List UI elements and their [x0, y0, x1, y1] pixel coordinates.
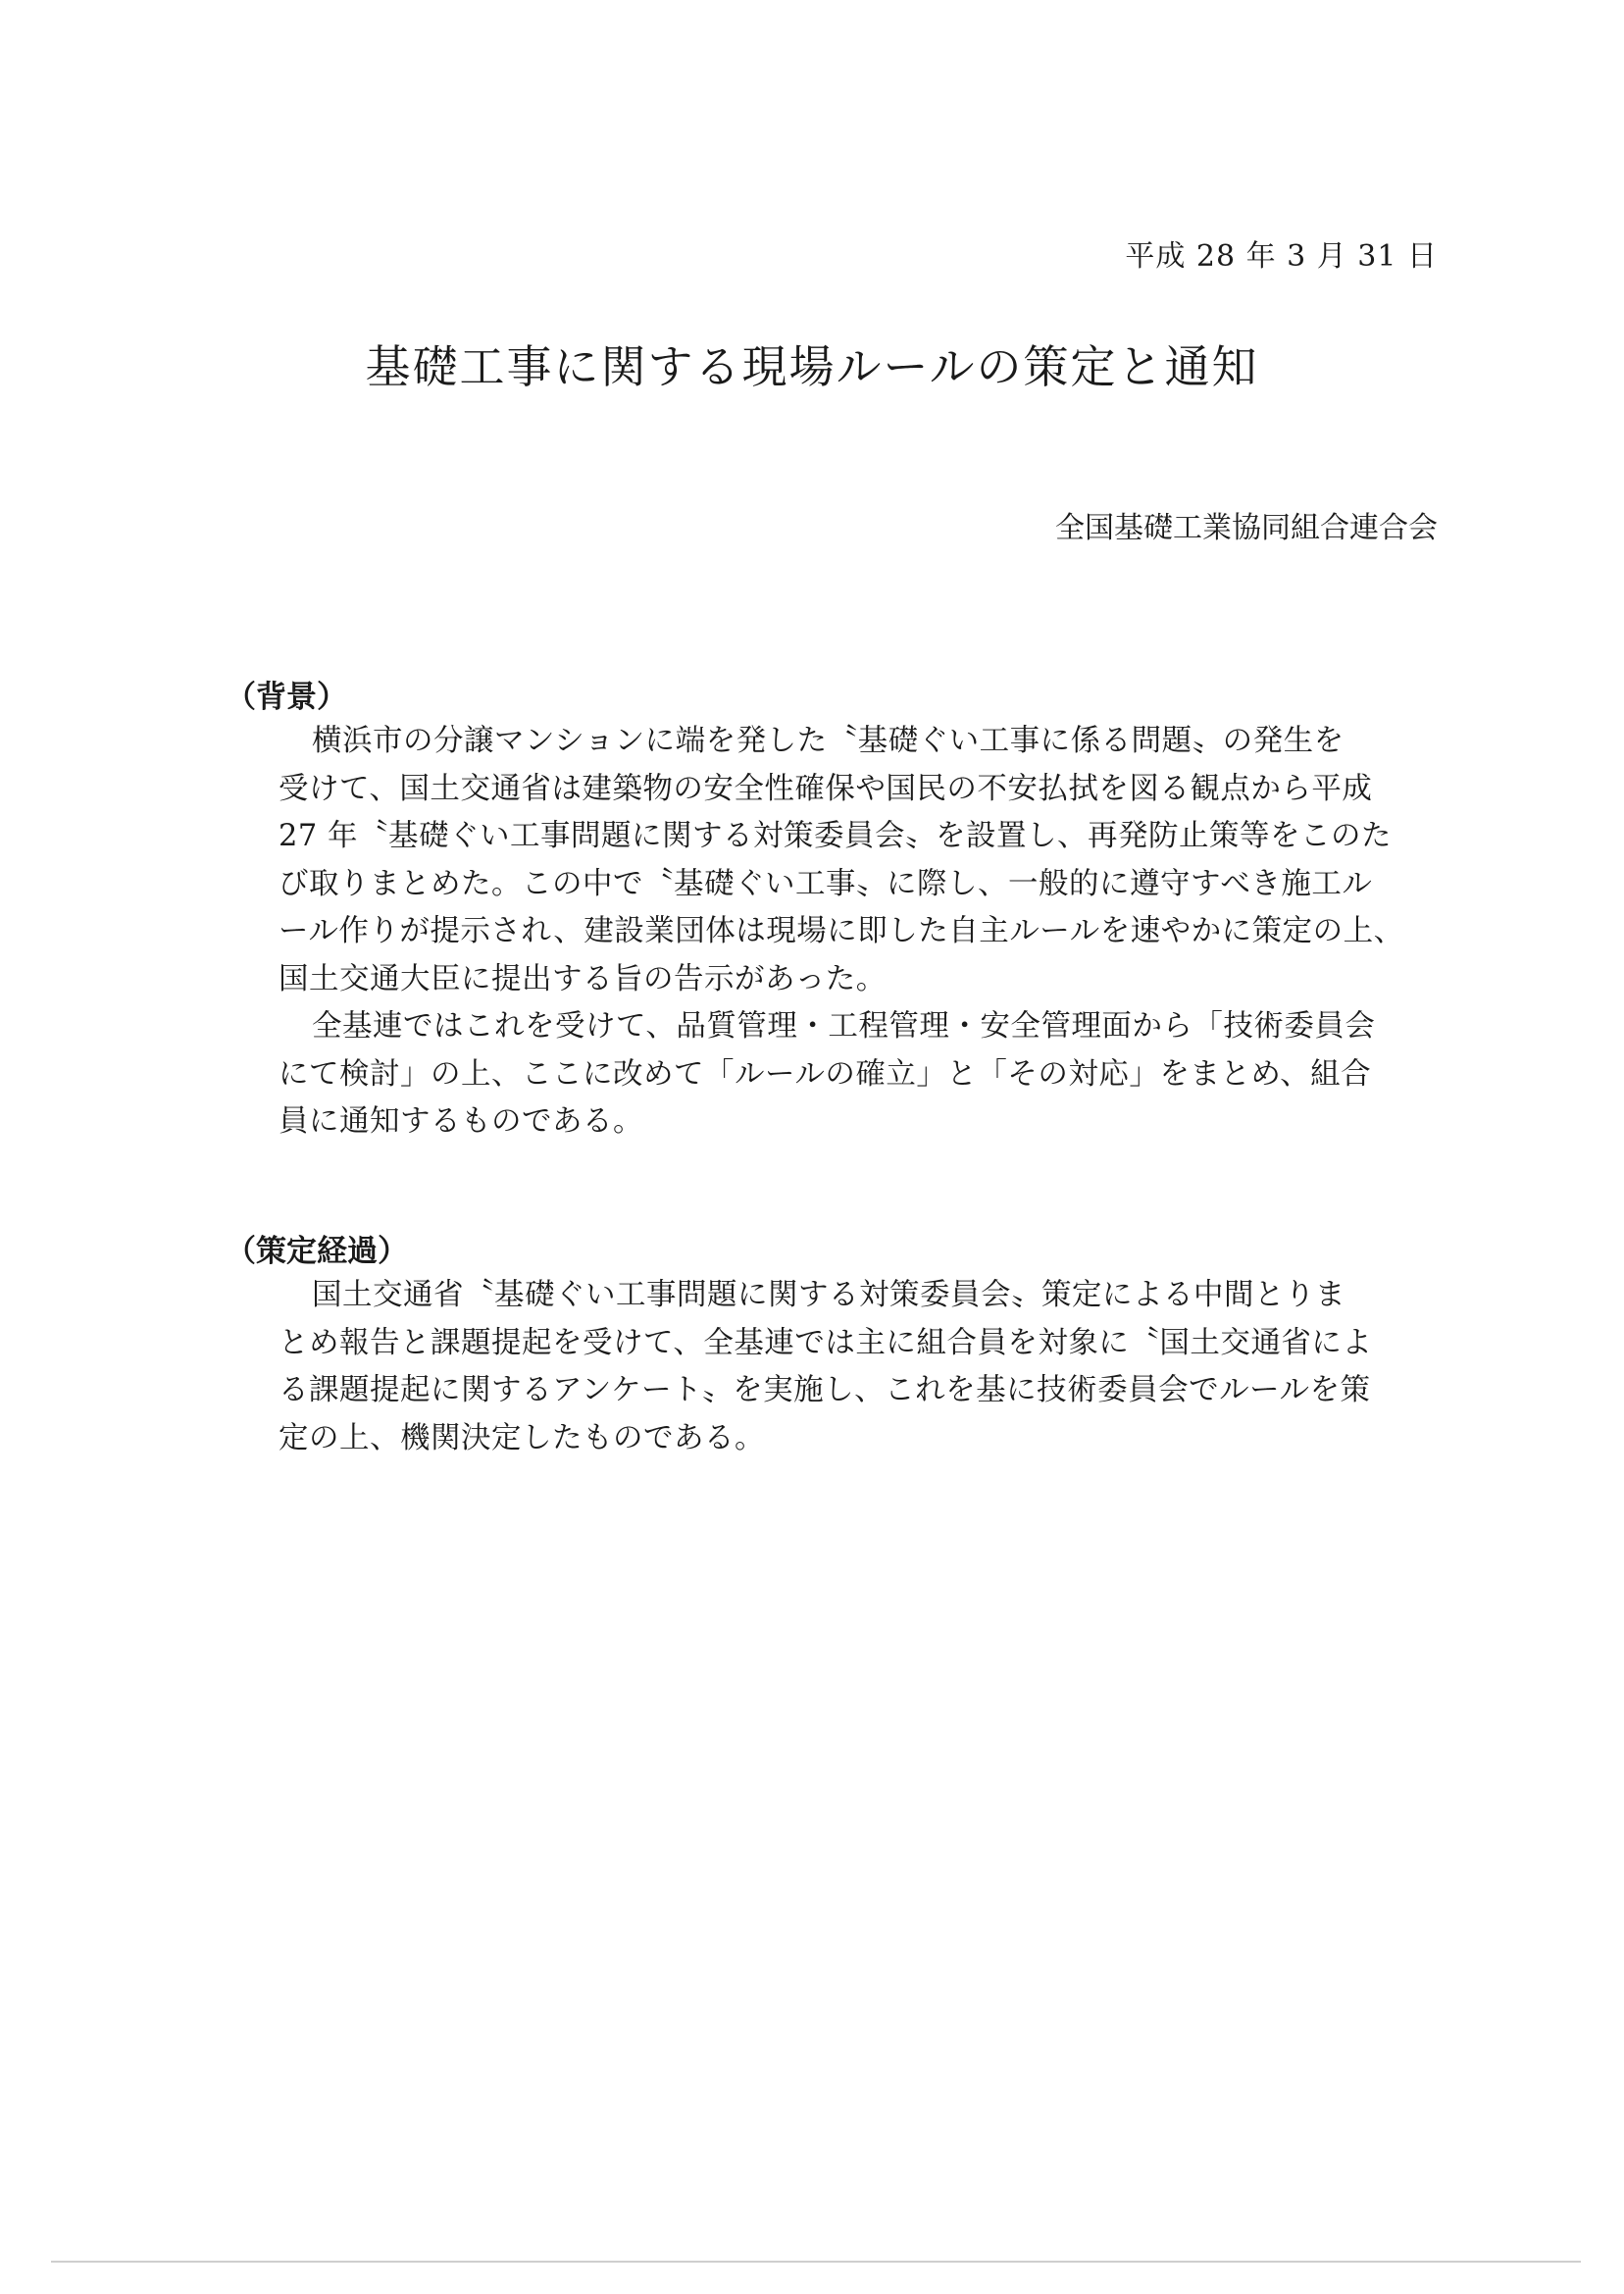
paragraph-line: 横浜市の分譲マンションに端を発した〝基礎ぐい工事に係る問題〟の発生を [312, 724, 1345, 758]
document-title: 基礎工事に関する現場ルールの策定と通知 [365, 340, 1259, 393]
background-paragraph-1 [279, 718, 1442, 1003]
paragraph-line: 定の上、機関決定したものである。 [279, 1420, 765, 1455]
paragraph-line: ール作りが提示され、建設業団体は現場に即した自主ルールを速やかに策定の上、 [279, 914, 1404, 948]
background-heading: （背景） [226, 680, 347, 715]
process-section [226, 1231, 1442, 1462]
issuing-organization: 全国基礎工業協同組合連合会 [1055, 511, 1438, 545]
paragraph-line: とめ報告と課題提起を受けて、全基連では主に組合員を対象に〝国土交通省によ [279, 1325, 1373, 1360]
paragraph-line: 27 年〝基礎ぐい工事問題に関する対策委員会〟を設置し、再発防止策等をこのた [279, 819, 1393, 853]
paragraph-line: 国土交通大臣に提出する旨の告示があった。 [279, 961, 887, 996]
document-date: 平成 28 年 3 月 31 日 [1125, 239, 1438, 274]
paragraph-line: 全基連ではこれを受けて、品質管理・工程管理・安全管理面から「技術委員会 [312, 1009, 1376, 1044]
process-paragraph-1 [279, 1272, 1442, 1462]
background-paragraph-2 [279, 1003, 1442, 1147]
scan-edge-divider [51, 2261, 1581, 2263]
paragraph-line: 員に通知するものである。 [279, 1104, 643, 1139]
paragraph-line: にて検討」の上、ここに改めて「ルールの確立」と「その対応」をまとめ、組合 [279, 1056, 1372, 1092]
paragraph-line: び取りまとめた。この中で〝基礎ぐい工事〟に際し、一般的に遵守すべき施工ル [279, 866, 1373, 901]
background-section [226, 677, 1442, 1147]
process-heading: （策定経過） [226, 1234, 408, 1269]
paragraph-line: 国土交通省〝基礎ぐい工事問題に関する対策委員会〟策定による中間とりま [312, 1278, 1345, 1312]
paragraph-line: 受けて、国土交通省は建築物の安全性確保や国民の不安払拭を図る観点から平成 [279, 771, 1373, 806]
paragraph-line: る課題提起に関するアンケート〟を実施し、これを基に技術委員会でルールを策 [279, 1373, 1371, 1407]
